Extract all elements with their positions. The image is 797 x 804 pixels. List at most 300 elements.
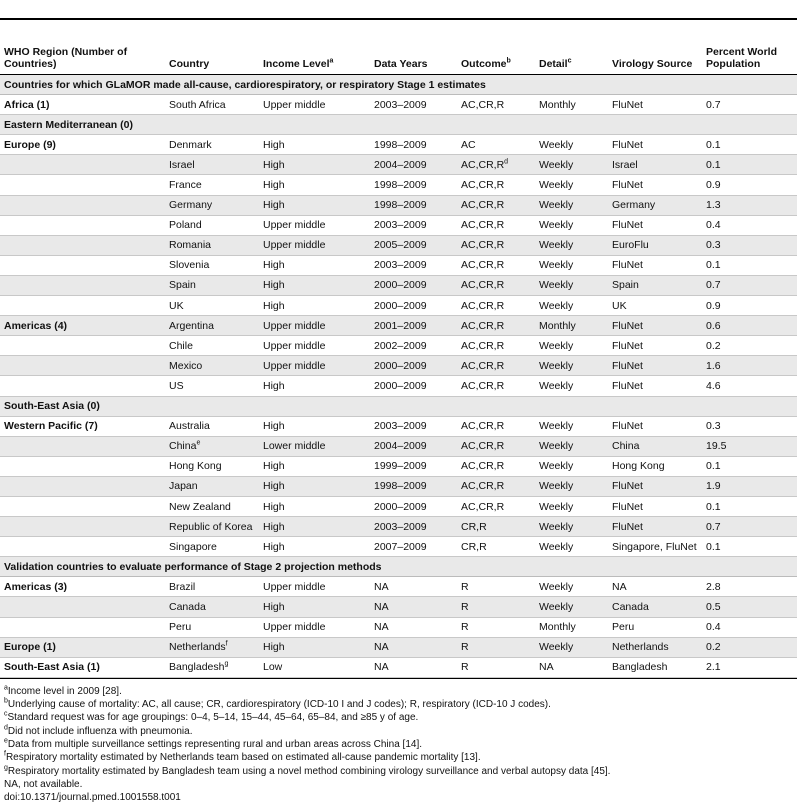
region-cell-text: Africa (1) xyxy=(4,98,50,111)
data-years-cell-text: NA xyxy=(374,600,389,613)
footnote xyxy=(4,738,793,751)
income-cell xyxy=(259,316,370,336)
table-row xyxy=(0,356,797,376)
region-cell xyxy=(0,396,165,416)
country-cell xyxy=(165,115,259,135)
detail-cell xyxy=(535,175,608,195)
data-years-cell xyxy=(370,215,457,235)
column-header-label: WHO Region (Number of Countries) xyxy=(4,46,128,70)
virology-source-cell-text: UK xyxy=(612,299,627,312)
country-cell-text: New Zealand xyxy=(169,500,231,513)
detail-cell xyxy=(535,436,608,456)
detail-cell xyxy=(535,115,608,135)
income-cell-text: High xyxy=(263,480,285,493)
percent-population-cell xyxy=(702,617,797,637)
table-row xyxy=(0,215,797,235)
percent-population-cell xyxy=(702,537,797,557)
data-years-cell-text: NA xyxy=(374,580,389,593)
detail-cell xyxy=(535,456,608,476)
footnote-marker: c xyxy=(4,711,8,719)
income-cell-text: High xyxy=(263,600,285,613)
data-years-cell-text: NA xyxy=(374,641,389,654)
column-header xyxy=(165,20,259,75)
data-table xyxy=(0,19,797,678)
region-cell xyxy=(0,436,165,456)
data-years-cell xyxy=(370,517,457,537)
country-cell-text: Israel xyxy=(169,158,195,171)
footnote xyxy=(4,791,793,804)
country-cell xyxy=(165,637,259,657)
virology-source-cell xyxy=(608,537,702,557)
footnote-marker: g xyxy=(4,764,8,772)
footnote-text: Data from multiple surveillance settings representing rural and urban areas across China [14]. xyxy=(7,739,423,750)
column-header xyxy=(370,20,457,75)
outcome-cell-text: AC,CR,R xyxy=(461,500,505,513)
table-row xyxy=(0,195,797,215)
detail-cell xyxy=(535,316,608,336)
region-cell xyxy=(0,195,165,215)
income-cell xyxy=(259,637,370,657)
region-cell xyxy=(0,356,165,376)
detail-cell-text: Weekly xyxy=(539,440,574,453)
income-cell xyxy=(259,436,370,456)
virology-source-cell-text: FluNet xyxy=(612,339,643,352)
region-cell-text: Europe (1) xyxy=(4,641,56,654)
percent-population-cell xyxy=(702,416,797,436)
outcome-cell-text: CR,R xyxy=(461,520,487,533)
income-cell xyxy=(259,476,370,496)
data-years-cell xyxy=(370,597,457,617)
income-cell xyxy=(259,396,370,416)
income-cell-text: High xyxy=(263,641,285,654)
outcome-cell-text: AC,CR,R xyxy=(461,379,505,392)
outcome-cell-text: R xyxy=(461,621,469,634)
virology-source-cell-text: FluNet xyxy=(612,138,643,151)
detail-cell xyxy=(535,537,608,557)
footnote-marker: c xyxy=(567,57,572,65)
percent-population-cell xyxy=(702,155,797,175)
percent-population-cell xyxy=(702,215,797,235)
outcome-cell-text: AC,CR,R xyxy=(461,259,505,272)
virology-source-cell xyxy=(608,396,702,416)
detail-cell xyxy=(535,577,608,597)
detail-cell xyxy=(535,396,608,416)
outcome-cell xyxy=(457,336,535,356)
data-years-cell xyxy=(370,617,457,637)
virology-source-cell-text: FluNet xyxy=(612,98,643,111)
outcome-cell-text: AC,CR,R xyxy=(461,480,505,493)
detail-cell xyxy=(535,637,608,657)
country-cell-text: Canada xyxy=(169,600,206,613)
section-heading: Countries for which GLaMOR made all-cause, cardiorespiratory, or respiratory Stage 1 estimates xyxy=(0,75,797,95)
region-cell xyxy=(0,316,165,336)
virology-source-cell-text: Hong Kong xyxy=(612,460,665,473)
table-body xyxy=(0,75,797,678)
table-row xyxy=(0,316,797,336)
country-cell-text: Poland xyxy=(169,219,202,232)
detail-cell-text: Weekly xyxy=(539,259,574,272)
income-cell xyxy=(259,617,370,637)
data-years-cell xyxy=(370,95,457,115)
virology-source-cell xyxy=(608,135,702,155)
country-cell-text: Netherlands xyxy=(169,641,226,654)
outcome-cell xyxy=(457,175,535,195)
virology-source-cell-text: FluNet xyxy=(612,219,643,232)
detail-cell-text: Weekly xyxy=(539,641,574,654)
data-years-cell xyxy=(370,456,457,476)
column-header-label: Outcome xyxy=(461,58,507,70)
section-heading: Validation countries to evaluate performance of Stage 2 projection methods xyxy=(0,557,797,577)
percent-population-cell-text: 0.1 xyxy=(706,138,721,151)
region-cell xyxy=(0,597,165,617)
virology-source-cell xyxy=(608,476,702,496)
data-years-cell-text: 2004–2009 xyxy=(374,158,427,171)
virology-source-cell-text: FluNet xyxy=(612,420,643,433)
data-years-cell xyxy=(370,155,457,175)
outcome-cell-text: AC,CR,R xyxy=(461,339,505,352)
detail-cell-text: Weekly xyxy=(539,500,574,513)
column-header-label: Virology Source xyxy=(612,58,693,70)
percent-population-cell xyxy=(702,235,797,255)
header-row xyxy=(0,20,797,75)
footnote-marker: f xyxy=(225,640,228,648)
data-years-cell-text: 2003–2009 xyxy=(374,98,427,111)
country-cell-text: UK xyxy=(169,299,184,312)
percent-population-cell-text: 0.3 xyxy=(706,239,721,252)
virology-source-cell-text: FluNet xyxy=(612,259,643,272)
column-header-label: Income Level xyxy=(263,58,330,70)
virology-source-cell xyxy=(608,657,702,677)
outcome-cell-text: AC,CR,R xyxy=(461,158,505,171)
virology-source-cell-text: FluNet xyxy=(612,500,643,513)
outcome-cell-text: AC,CR,R xyxy=(461,359,505,372)
table-row xyxy=(0,416,797,436)
percent-population-cell xyxy=(702,195,797,215)
outcome-cell xyxy=(457,376,535,396)
percent-population-cell-text: 0.2 xyxy=(706,339,721,352)
section-row xyxy=(0,75,797,95)
income-cell-text: Upper middle xyxy=(263,580,326,593)
country-cell xyxy=(165,135,259,155)
country-cell xyxy=(165,376,259,396)
income-cell xyxy=(259,95,370,115)
table-row xyxy=(0,396,797,416)
outcome-cell-text: AC,CR,R xyxy=(461,299,505,312)
income-cell-text: High xyxy=(263,379,285,392)
detail-cell-text: Weekly xyxy=(539,359,574,372)
income-cell xyxy=(259,175,370,195)
top-rule xyxy=(0,0,797,19)
outcome-cell xyxy=(457,657,535,677)
virology-source-cell xyxy=(608,235,702,255)
table-row xyxy=(0,537,797,557)
detail-cell-text: Weekly xyxy=(539,580,574,593)
income-cell-text: High xyxy=(263,520,285,533)
outcome-cell-text: R xyxy=(461,600,469,613)
table-row xyxy=(0,115,797,135)
region-cell-text: Americas (3) xyxy=(4,580,68,593)
detail-cell xyxy=(535,336,608,356)
data-years-cell xyxy=(370,235,457,255)
footnote xyxy=(4,765,793,778)
country-cell-text: Slovenia xyxy=(169,259,210,272)
outcome-cell-text: CR,R xyxy=(461,540,487,553)
detail-cell-text: Weekly xyxy=(539,520,574,533)
footnote xyxy=(4,685,793,698)
percent-population-cell-text: 0.9 xyxy=(706,179,721,192)
income-cell-text: Upper middle xyxy=(263,621,326,634)
country-cell xyxy=(165,456,259,476)
percent-population-cell-text: 19.5 xyxy=(706,440,727,453)
percent-population-cell-text: 0.1 xyxy=(706,259,721,272)
detail-cell xyxy=(535,416,608,436)
percent-population-cell xyxy=(702,456,797,476)
percent-population-cell xyxy=(702,356,797,376)
region-cell xyxy=(0,456,165,476)
virology-source-cell xyxy=(608,416,702,436)
section-row xyxy=(0,557,797,577)
detail-cell-text: Weekly xyxy=(539,239,574,252)
virology-source-cell-text: FluNet xyxy=(612,319,643,332)
percent-population-cell xyxy=(702,577,797,597)
income-cell xyxy=(259,356,370,376)
outcome-cell-text: R xyxy=(461,661,469,674)
percent-population-cell xyxy=(702,175,797,195)
detail-cell xyxy=(535,255,608,275)
virology-source-cell xyxy=(608,456,702,476)
income-cell xyxy=(259,657,370,677)
footnote-marker: e xyxy=(4,737,8,745)
virology-source-cell xyxy=(608,215,702,235)
detail-cell xyxy=(535,235,608,255)
region-cell xyxy=(0,135,165,155)
footnote-text: NA, not available. xyxy=(4,778,83,790)
region-cell xyxy=(0,95,165,115)
percent-population-cell-text: 1.3 xyxy=(706,199,721,212)
footnote-marker: a xyxy=(4,684,8,692)
income-cell-text: Upper middle xyxy=(263,239,326,252)
income-cell xyxy=(259,456,370,476)
country-cell xyxy=(165,275,259,295)
region-cell xyxy=(0,155,165,175)
percent-population-cell xyxy=(702,637,797,657)
percent-population-cell xyxy=(702,95,797,115)
data-years-cell xyxy=(370,135,457,155)
table-row xyxy=(0,517,797,537)
data-years-cell xyxy=(370,356,457,376)
detail-cell xyxy=(535,376,608,396)
virology-source-cell-text: Israel xyxy=(612,158,638,171)
outcome-cell xyxy=(457,215,535,235)
data-years-cell xyxy=(370,255,457,275)
virology-source-cell-text: Singapore, FluNet xyxy=(612,540,697,553)
country-cell xyxy=(165,537,259,557)
virology-source-cell-text: FluNet xyxy=(612,359,643,372)
outcome-cell xyxy=(457,235,535,255)
virology-source-cell xyxy=(608,115,702,135)
income-cell-text: High xyxy=(263,460,285,473)
region-cell xyxy=(0,296,165,316)
outcome-cell xyxy=(457,95,535,115)
outcome-cell-text: AC,CR,R xyxy=(461,199,505,212)
table-row xyxy=(0,617,797,637)
footnote-text: Underlying cause of mortality: AC, all cause; CR, cardiorespiratory (ICD-10 I and J codes); R, respiratory (ICD-10 J codes). xyxy=(7,699,551,711)
detail-cell-text: Monthly xyxy=(539,621,576,634)
country-cell-text: US xyxy=(169,379,184,392)
table-row xyxy=(0,235,797,255)
income-cell xyxy=(259,275,370,295)
country-cell xyxy=(165,215,259,235)
virology-source-cell xyxy=(608,296,702,316)
outcome-cell xyxy=(457,496,535,516)
footnote-marker: f xyxy=(4,750,6,758)
outcome-cell xyxy=(457,296,535,316)
income-cell xyxy=(259,215,370,235)
virology-source-cell-text: Germany xyxy=(612,199,656,212)
virology-source-cell xyxy=(608,155,702,175)
table-row xyxy=(0,496,797,516)
column-header xyxy=(259,20,370,75)
data-years-cell xyxy=(370,637,457,657)
income-cell xyxy=(259,597,370,617)
region-cell xyxy=(0,517,165,537)
detail-cell xyxy=(535,657,608,677)
country-cell-text: Bangladesh xyxy=(169,661,225,674)
region-cell xyxy=(0,496,165,516)
table-row xyxy=(0,376,797,396)
country-cell xyxy=(165,617,259,637)
country-cell-text: Japan xyxy=(169,480,198,493)
outcome-cell-text: AC,CR,R xyxy=(461,179,505,192)
country-cell xyxy=(165,316,259,336)
detail-cell xyxy=(535,617,608,637)
income-cell-text: High xyxy=(263,179,285,192)
detail-cell xyxy=(535,517,608,537)
data-years-cell xyxy=(370,396,457,416)
income-cell xyxy=(259,336,370,356)
virology-source-cell-text: Netherlands xyxy=(612,641,669,654)
outcome-cell xyxy=(457,195,535,215)
percent-population-cell xyxy=(702,376,797,396)
detail-cell-text: Weekly xyxy=(539,379,574,392)
data-years-cell xyxy=(370,376,457,396)
data-years-cell xyxy=(370,476,457,496)
percent-population-cell-text: 0.1 xyxy=(706,158,721,171)
data-years-cell xyxy=(370,275,457,295)
virology-source-cell-text: Spain xyxy=(612,279,639,292)
country-cell-text: Spain xyxy=(169,279,196,292)
footnote-text: Respiratory mortality estimated by Netherlands team based on estimated all-cause pandemic mortality [13]. xyxy=(5,752,481,764)
income-cell-text: High xyxy=(263,158,285,171)
footnote xyxy=(4,725,793,738)
percent-population-cell-text: 1.6 xyxy=(706,359,721,372)
detail-cell xyxy=(535,356,608,376)
data-years-cell-text: 1998–2009 xyxy=(374,138,427,151)
country-cell-text: Argentina xyxy=(169,319,214,332)
percent-population-cell xyxy=(702,115,797,135)
income-cell-text: High xyxy=(263,500,285,513)
income-cell-text: High xyxy=(263,420,285,433)
outcome-cell-text: R xyxy=(461,580,469,593)
detail-cell-text: Weekly xyxy=(539,179,574,192)
income-cell-text: High xyxy=(263,299,285,312)
data-years-cell-text: 2000–2009 xyxy=(374,359,427,372)
detail-cell-text: Weekly xyxy=(539,540,574,553)
income-cell-text: Upper middle xyxy=(263,319,326,332)
outcome-cell xyxy=(457,356,535,376)
data-years-cell xyxy=(370,657,457,677)
footnote-text: doi:10.1371/journal.pmed.1001558.t001 xyxy=(4,792,181,804)
footnote-text: Did not include influenza with pneumonia. xyxy=(7,725,193,737)
virology-source-cell xyxy=(608,517,702,537)
country-cell xyxy=(165,597,259,617)
data-years-cell-text: 2000–2009 xyxy=(374,500,427,513)
outcome-cell xyxy=(457,316,535,336)
detail-cell-text: Monthly xyxy=(539,98,576,111)
virology-source-cell xyxy=(608,356,702,376)
footnote-marker: d xyxy=(504,158,509,166)
percent-population-cell-text: 1.9 xyxy=(706,480,721,493)
percent-population-cell-text: 0.1 xyxy=(706,460,721,473)
income-cell xyxy=(259,517,370,537)
country-cell-text: Germany xyxy=(169,199,213,212)
detail-cell-text: Weekly xyxy=(539,480,574,493)
outcome-cell-text: AC,CR,R xyxy=(461,420,505,433)
virology-source-cell xyxy=(608,597,702,617)
data-years-cell xyxy=(370,296,457,316)
data-years-cell-text: 2003–2009 xyxy=(374,420,427,433)
data-years-cell xyxy=(370,195,457,215)
outcome-cell-text: AC,CR,R xyxy=(461,319,505,332)
percent-population-cell-text: 0.1 xyxy=(706,500,721,513)
footnotes xyxy=(0,678,797,804)
country-cell-text: China xyxy=(169,440,197,453)
country-cell xyxy=(165,195,259,215)
detail-cell xyxy=(535,597,608,617)
data-years-cell-text: 2004–2009 xyxy=(374,440,427,453)
outcome-cell xyxy=(457,476,535,496)
region-cell-text: Americas (4) xyxy=(4,319,68,332)
income-cell xyxy=(259,255,370,275)
data-years-cell-text: 2000–2009 xyxy=(374,379,427,392)
outcome-cell xyxy=(457,416,535,436)
country-cell-text: Republic of Korea xyxy=(169,520,253,533)
outcome-cell xyxy=(457,275,535,295)
percent-population-cell-text: 0.7 xyxy=(706,98,721,111)
income-cell-text: Upper middle xyxy=(263,219,326,232)
column-header-label: Percent World Population xyxy=(706,46,777,70)
region-cell xyxy=(0,657,165,677)
percent-population-cell xyxy=(702,496,797,516)
detail-cell xyxy=(535,155,608,175)
virology-source-cell-text: FluNet xyxy=(612,379,643,392)
percent-population-cell xyxy=(702,597,797,617)
data-years-cell xyxy=(370,175,457,195)
region-cell xyxy=(0,215,165,235)
outcome-cell-text: AC,CR,R xyxy=(461,460,505,473)
virology-source-cell-text: FluNet xyxy=(612,179,643,192)
percent-population-cell xyxy=(702,476,797,496)
outcome-cell xyxy=(457,577,535,597)
table-row xyxy=(0,255,797,275)
region-cell xyxy=(0,537,165,557)
data-years-cell-text: 2000–2009 xyxy=(374,299,427,312)
data-years-cell-text: 2000–2009 xyxy=(374,279,427,292)
table-row xyxy=(0,95,797,115)
country-cell xyxy=(165,255,259,275)
footnote xyxy=(4,698,793,711)
region-cell xyxy=(0,235,165,255)
